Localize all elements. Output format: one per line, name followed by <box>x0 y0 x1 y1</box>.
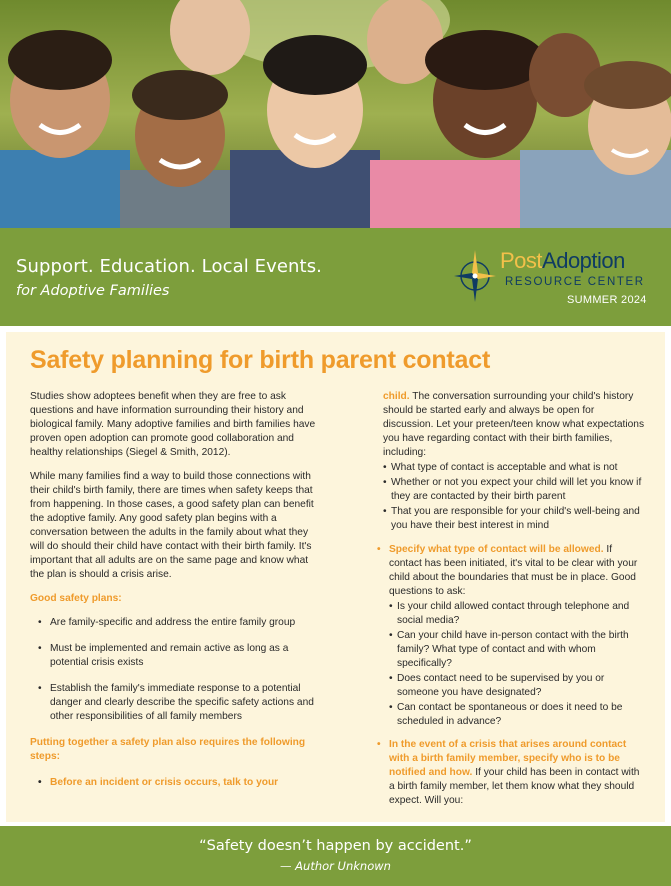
step3-lead: In the event of a crisis that arises around contact with a birth family member, specify who is to be notified and how. <box>389 739 627 778</box>
list-item: • Can your child have in-person contact with the birth family? What type of contact and with whom specifically? <box>389 629 645 671</box>
paragraph-context: While many families find a way to build those connections with their child's birth family, there are times when safety keeps that from happening. In those cases, a good safety plan can benefit the adoptive family. Any good safety plan begins with a conversation between the adults in the family about what they will do should their child have contact with their birth family. It's important that all adults are on the same page and know what the plan is should a crisis arise. <box>30 471 314 580</box>
issue-season: SUMMER 2024 <box>567 294 647 306</box>
steps-list-start <box>30 776 316 790</box>
list-item: • Whether or not you expect your child will let you know if they are contacted by their birth parent <box>383 476 645 504</box>
logo-wordmark: PostAdoption <box>500 248 625 273</box>
article-column-left <box>30 390 316 802</box>
bullet-icon: • <box>377 739 381 750</box>
step1-text: The conversation surrounding your child's history should be started early and always be open for discussion. Let your preteen/teen know what expectations you have regarding contact with their birth families, including: <box>383 391 645 458</box>
list-item: • Establish the family's immediate response to a potential danger and clearly describe the specific safety actions and other responsibilities of all family members <box>30 682 316 724</box>
quote-author: — Author Unknown <box>280 859 391 873</box>
tagline: Support. Education. Local Events. <box>16 256 322 277</box>
list-item: • Must be implemented and remain active as long as a potential crisis exists <box>30 642 316 670</box>
good-plans-list <box>30 616 316 724</box>
paragraph-intro: Studies show adoptees benefit when they are free to ask questions and have information surrounding their history and biological family. Many adoptive families and birth families have proven open adoption can promote good collaboration and healthy relationships (Siegel & Smith, 2012). <box>30 391 316 458</box>
steps-heading: Putting together a safety plan also requires the following steps: <box>30 737 306 762</box>
hero-photo <box>0 0 671 228</box>
step2-block <box>377 543 645 729</box>
list-item: • That you are responsible for your child's well-being and you have their best interest in mind <box>383 505 645 533</box>
list-item: • Can contact be spontaneous or does it need to be scheduled in advance? <box>389 701 645 729</box>
bullet-icon: • <box>377 544 381 555</box>
step3-text: If your child has been in contact with a birth family member, let them know what they should expect. Will you: <box>389 767 640 806</box>
step1-lead-cont: child. <box>383 391 410 402</box>
list-item: • Is your child allowed contact through telephone and social media? <box>389 600 645 628</box>
good-plans-heading: Good safety plans: <box>30 593 122 604</box>
quote-text: “Safety doesn’t happen by accident.” <box>199 838 472 854</box>
footer-quote-bar <box>0 826 671 886</box>
audience-subtitle: for Adoptive Families <box>16 283 170 299</box>
step1-list <box>383 461 645 533</box>
step2-list <box>389 600 645 729</box>
post-adoption-logo <box>452 246 662 326</box>
header-banner <box>0 228 671 326</box>
article-title: Safety planning for birth parent contact <box>30 346 491 374</box>
logo-subtitle: RESOURCE CENTER <box>505 276 645 288</box>
step2-lead: Specify what type of contact will be allowed. <box>389 544 604 555</box>
list-item: • Does contact need to be supervised by you or someone you have designated? <box>389 672 645 700</box>
article-column-right <box>377 390 645 817</box>
step3-block <box>377 738 645 808</box>
compass-icon <box>452 246 498 306</box>
step1-block <box>383 390 645 533</box>
list-item: • What type of contact is acceptable and what is not <box>383 461 645 475</box>
list-item: • Are family-specific and address the entire family group <box>30 616 316 630</box>
step1-lead: • Before an incident or crisis occurs, talk to your <box>30 776 316 790</box>
article-panel <box>6 332 665 822</box>
step2-text: If contact has been initiated, it's vital to be clear with your child about the boundaries that must be in place. Good questions to ask: <box>389 544 638 597</box>
